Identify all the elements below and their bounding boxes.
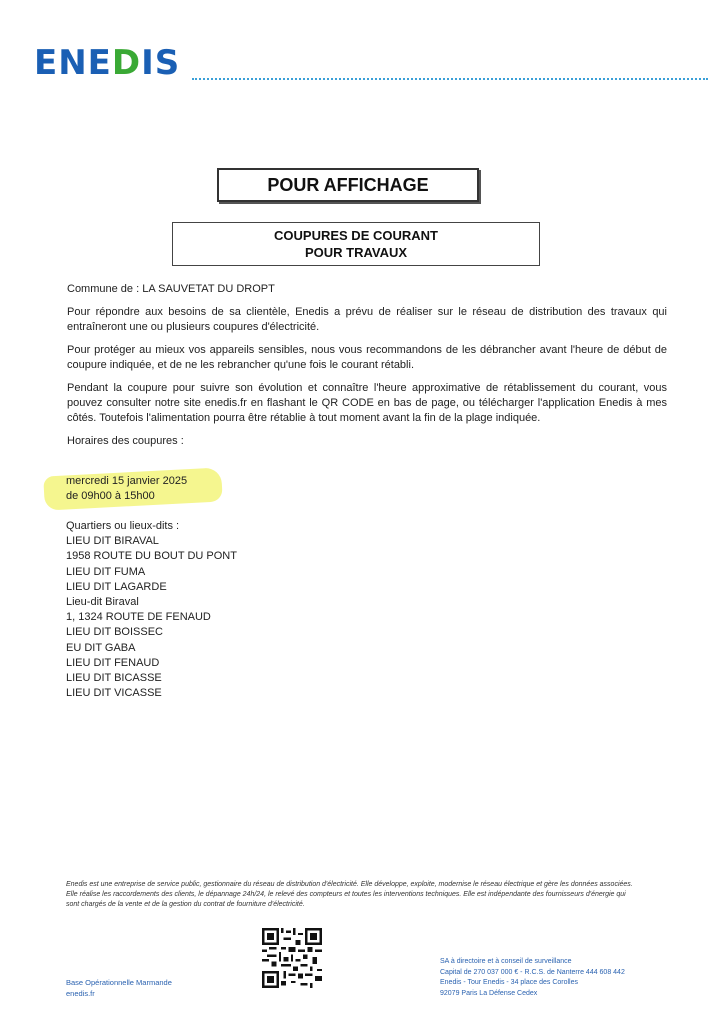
paragraph-1: Pour répondre aux besoins de sa clientèle, Enedis a prévu de réaliser sur le réseau de distribution des travaux qui entraîneront une ou plusieurs coupures d'électricité. <box>67 306 667 333</box>
list-item: LIEU DIT FUMA <box>66 565 146 578</box>
base-website-link[interactable]: enedis.fr <box>66 989 95 998</box>
company-line: Capital de 270 037 000 € - R.C.S. de Nanterre 444 608 442 <box>440 968 625 976</box>
paragraph-2: Pour protéger au mieux vos appareils sensibles, nous vous recommandons de les débrancher avant l'heure de début de coupure indiquée, et de ne les rebrancher qu'une fois le courant rétabli. <box>67 344 667 371</box>
logo-part3: IS <box>141 43 181 83</box>
base-name: Base Opérationnelle Marmande <box>66 978 172 987</box>
logo-text <box>34 43 181 83</box>
list-item: 1958 ROUTE DU BOUT DU PONT <box>66 550 237 563</box>
list-item: LIEU DIT FENAUD <box>66 656 160 669</box>
notice-title-box <box>217 168 479 202</box>
schedule-block <box>66 474 187 504</box>
paragraph-3: Pendant la coupure pour suivre son évolution et connaître l'heure approximative de rétablissement du courant, vous pouvez consulter notre site enedis.fr en flashant le QR CODE en bas de page, ou télécharger l'application Enedis à mes côtés. Toutefois l'alimentation pourra être rétablie à tout moment avant la fin de la plage indiquée. <box>67 382 667 424</box>
commune-line: Commune de : LA SAUVETAT DU DROPT <box>67 283 275 295</box>
schedule-date: mercredi 15 janvier 2025 <box>66 475 188 487</box>
list-item: LIEU DIT LAGARDE <box>66 580 167 593</box>
list-item: LIEU DIT BOISSEC <box>66 626 163 639</box>
subtitle-line2: POUR TRAVAUX <box>304 245 408 260</box>
list-item: LIEU DIT BIRAVAL <box>66 535 159 548</box>
notice-title: POUR AFFICHAGE <box>267 174 429 195</box>
company-line: SA à directoire et à conseil de surveillance <box>440 958 572 965</box>
header-dotted-rule <box>192 78 708 80</box>
company-line: 92079 Paris La Défense Cedex <box>440 989 538 997</box>
places-label: Quartiers ou lieux-dits : <box>66 520 180 532</box>
footer-base <box>66 977 172 999</box>
notice-body <box>67 282 667 449</box>
list-item: Lieu-dit Biraval <box>66 596 139 609</box>
footer-company-info <box>440 957 625 999</box>
list-item: LIEU DIT VICASSE <box>66 687 162 700</box>
enedis-logo <box>34 43 181 83</box>
qr-code-icon[interactable] <box>262 928 322 988</box>
places-list <box>66 519 237 701</box>
footer-legal-text: Enedis est une entreprise de service public, gestionnaire du réseau de distribution d'électricité. Elle développe, exploite, modernise le réseau électrique et gère les données associées. Elle réalise les raccordements des clients, le dépannage 24h/24, le relevé des compteurs et toutes les interventions techniques. Elle est indépendante des fournisseurs d'énergie qui sont chargés de la vente et de la gestion du contrat de fourniture d'électricité. <box>66 881 633 908</box>
hours-label: Horaires des coupures : <box>67 435 184 447</box>
logo-part2: D <box>111 43 142 83</box>
list-item: LIEU DIT BICASSE <box>66 672 162 685</box>
company-line: Enedis - Tour Enedis - 34 place des Corolles <box>440 979 579 986</box>
list-item: EU DIT GABA <box>66 641 136 654</box>
logo-part1: ENE <box>34 43 112 83</box>
list-item: 1, 1324 ROUTE DE FENAUD <box>66 611 211 624</box>
subtitle-line1: COUPURES DE COURANT <box>274 228 438 243</box>
schedule-time: de 09h00 à 15h00 <box>66 490 155 502</box>
notice-subtitle-box <box>172 222 540 266</box>
